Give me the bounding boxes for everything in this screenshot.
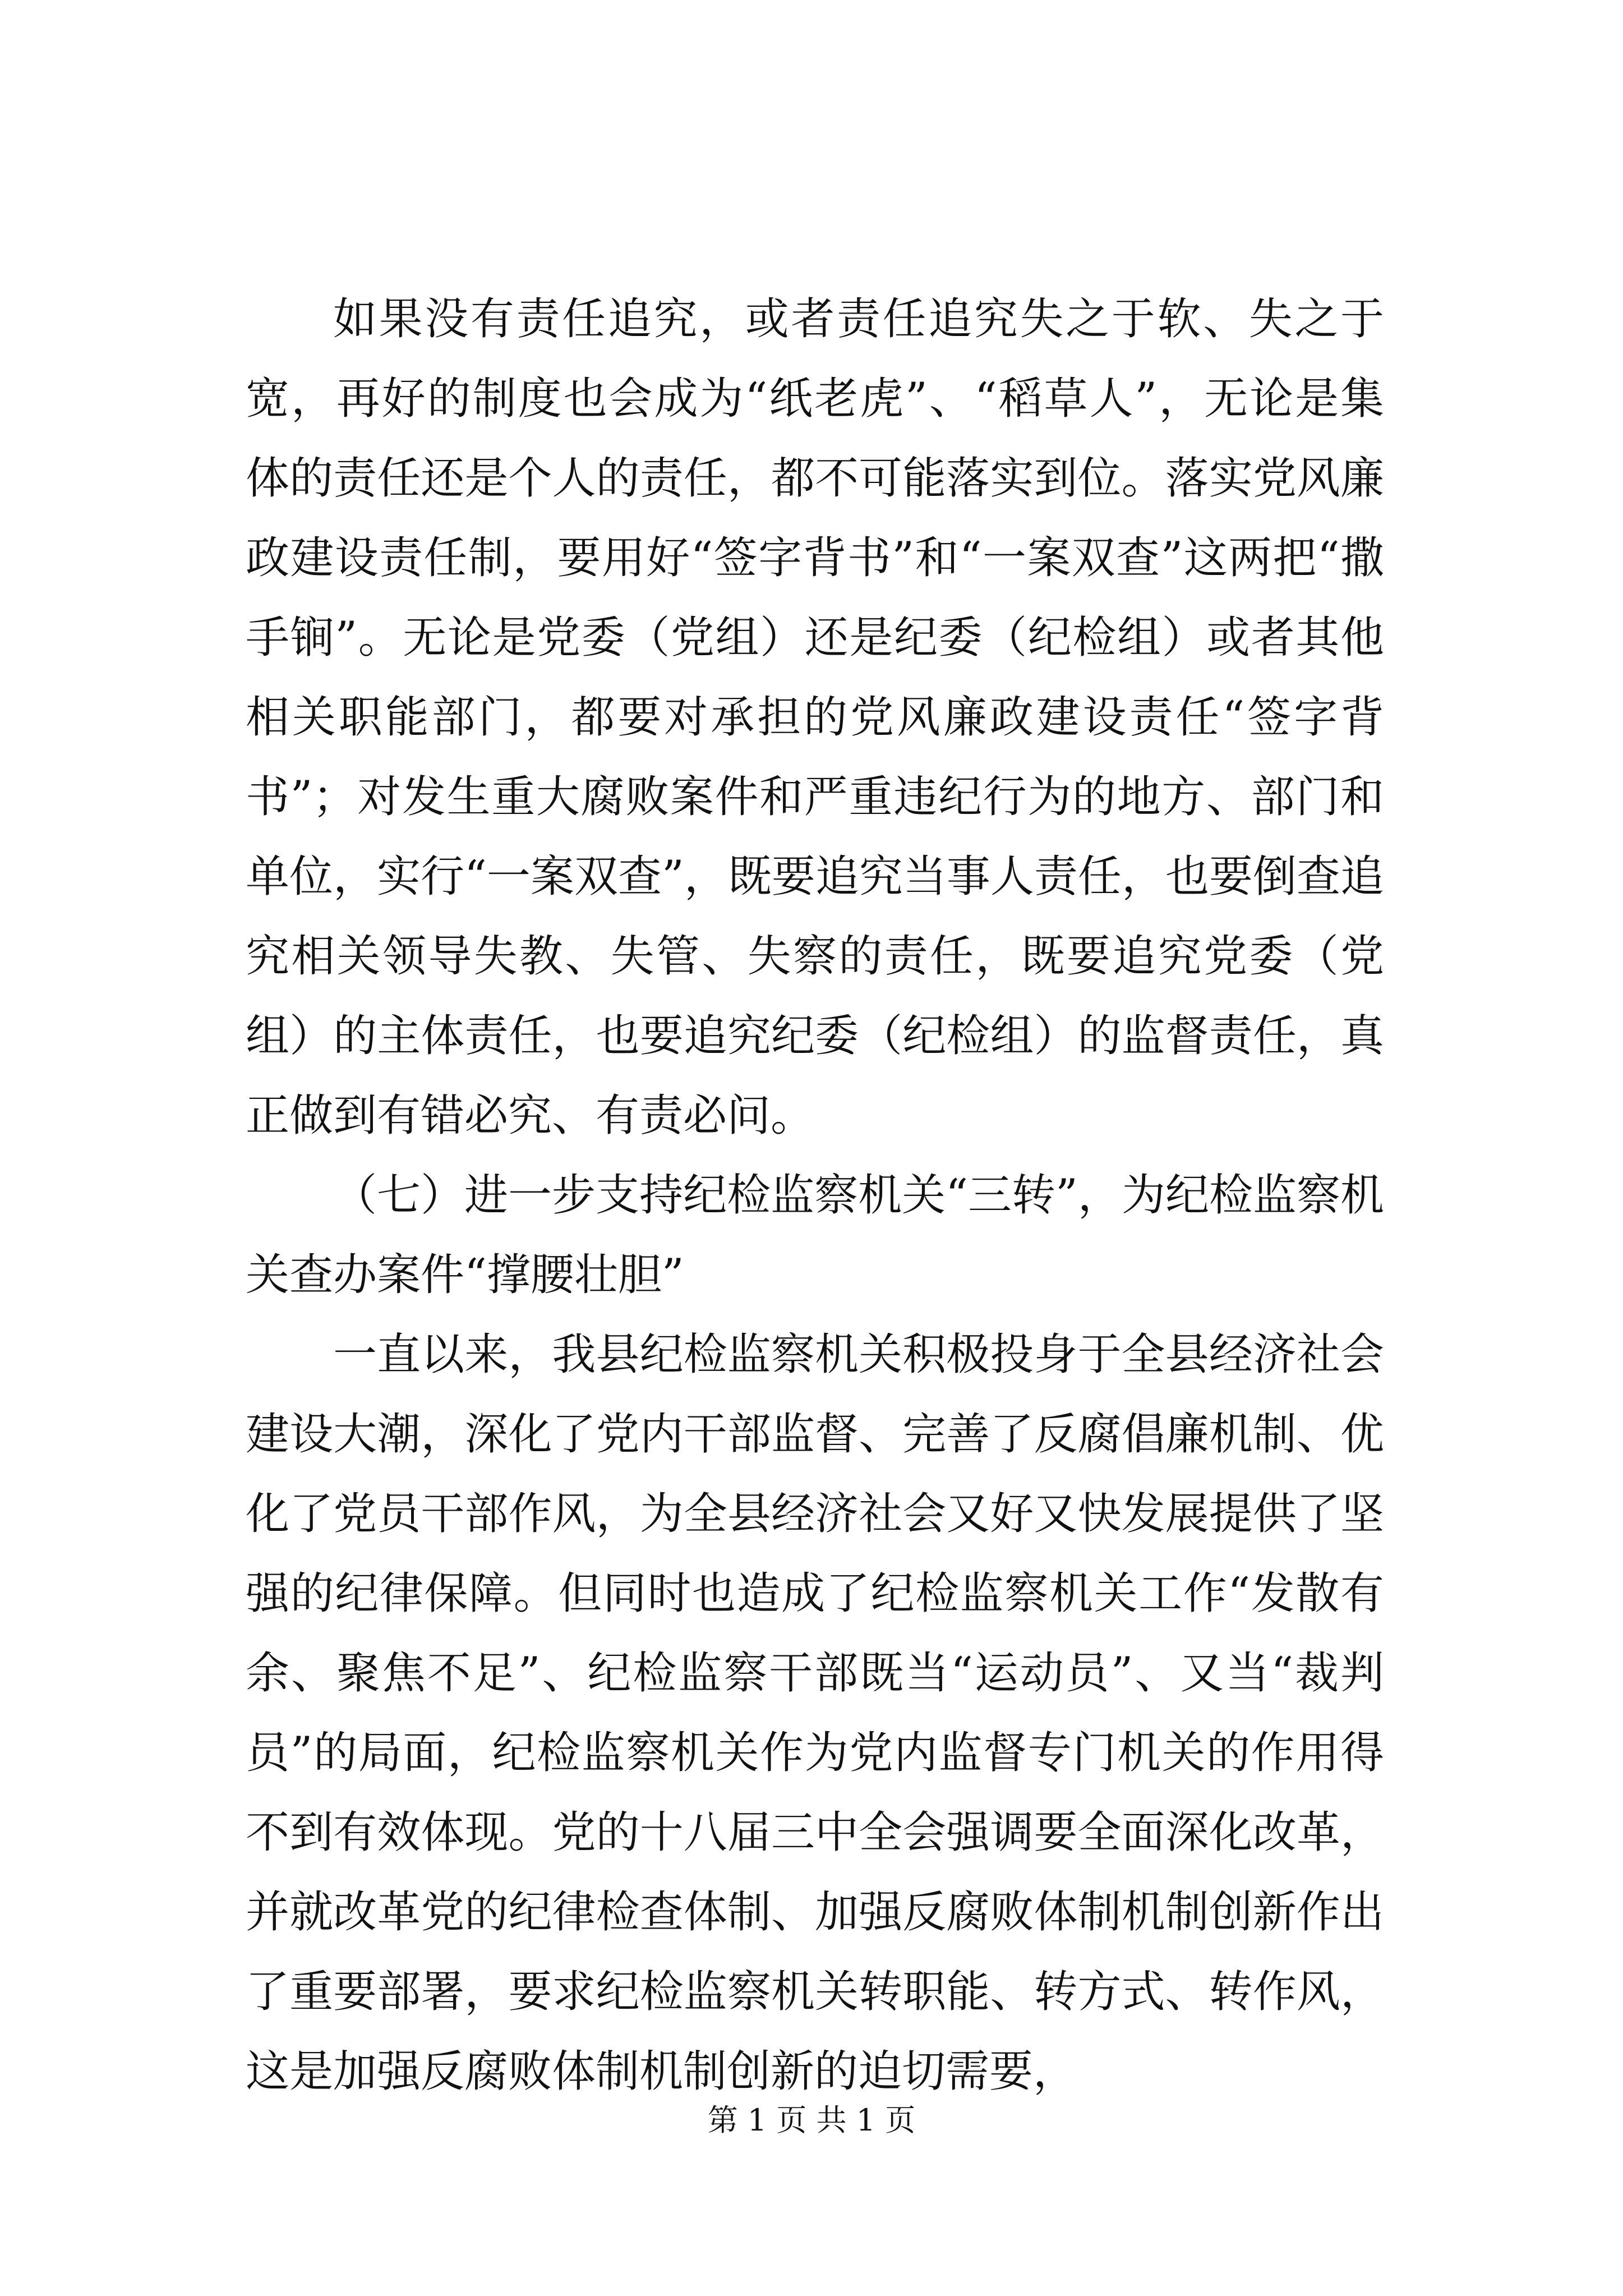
paragraph-accountability: 如果没有责任追究，或者责任追究失之于软、失之于宽，再好的制度也会成为“纸老虎”、“稻草人”，无论是集体的责任还是个人的责任，都不可能落实到位。落实党风廉政建设责任制，要用好“签字背书”和“一案双查”这两把“撒手锏”。无论是党委（党组）还是纪委（纪检组）或者其他相关职能部门，都要对承担的党风廉政建设责任“签字背书”；对发生重大腐败案件和严重违纪行为的地方、部门和单位，实行“一案双查”，既要追究当事人责任，也要倒查追究相关领导失教、失管、失察的责任，既要追究党委（党组）的主体责任，也要追究纪委（纪检组）的监督责任，真正做到有错必究、有责必问。 [246,294,1384,1141]
document-body [246,279,1384,2111]
section-heading-seven: （七）进一步支持纪检监察机关“三转”，为纪检监察机关查办案件“撑腰壮胆” [246,1170,1384,1300]
paragraph-discipline-inspection: 一直以来，我县纪检监察机关积极投身于全县经济社会建设大潮，深化了党内干部监督、完善了反腐倡廉机制、优化了党员干部作风，为全县经济社会又好又快发展提供了坚强的纪律保障。但同时也造成了纪检监察机关工作“发散有余、聚焦不足”、纪检监察干部既当“运动员”、又当“裁判员”的局面，纪检监察机关作为党内监督专门机关的作用得不到有效体现。党的十八届三中全会强调要全面深化改革，并就改革党的纪律检查体制、加强反腐败体制机制创新作出了重要部署，要求纪检监察机关转职能、转方式、转作风，这是加强反腐败体制机制创新的迫切需要， [246,1329,1384,2097]
page-number-footer: 第 1 页 共 1 页 [707,2102,916,2138]
